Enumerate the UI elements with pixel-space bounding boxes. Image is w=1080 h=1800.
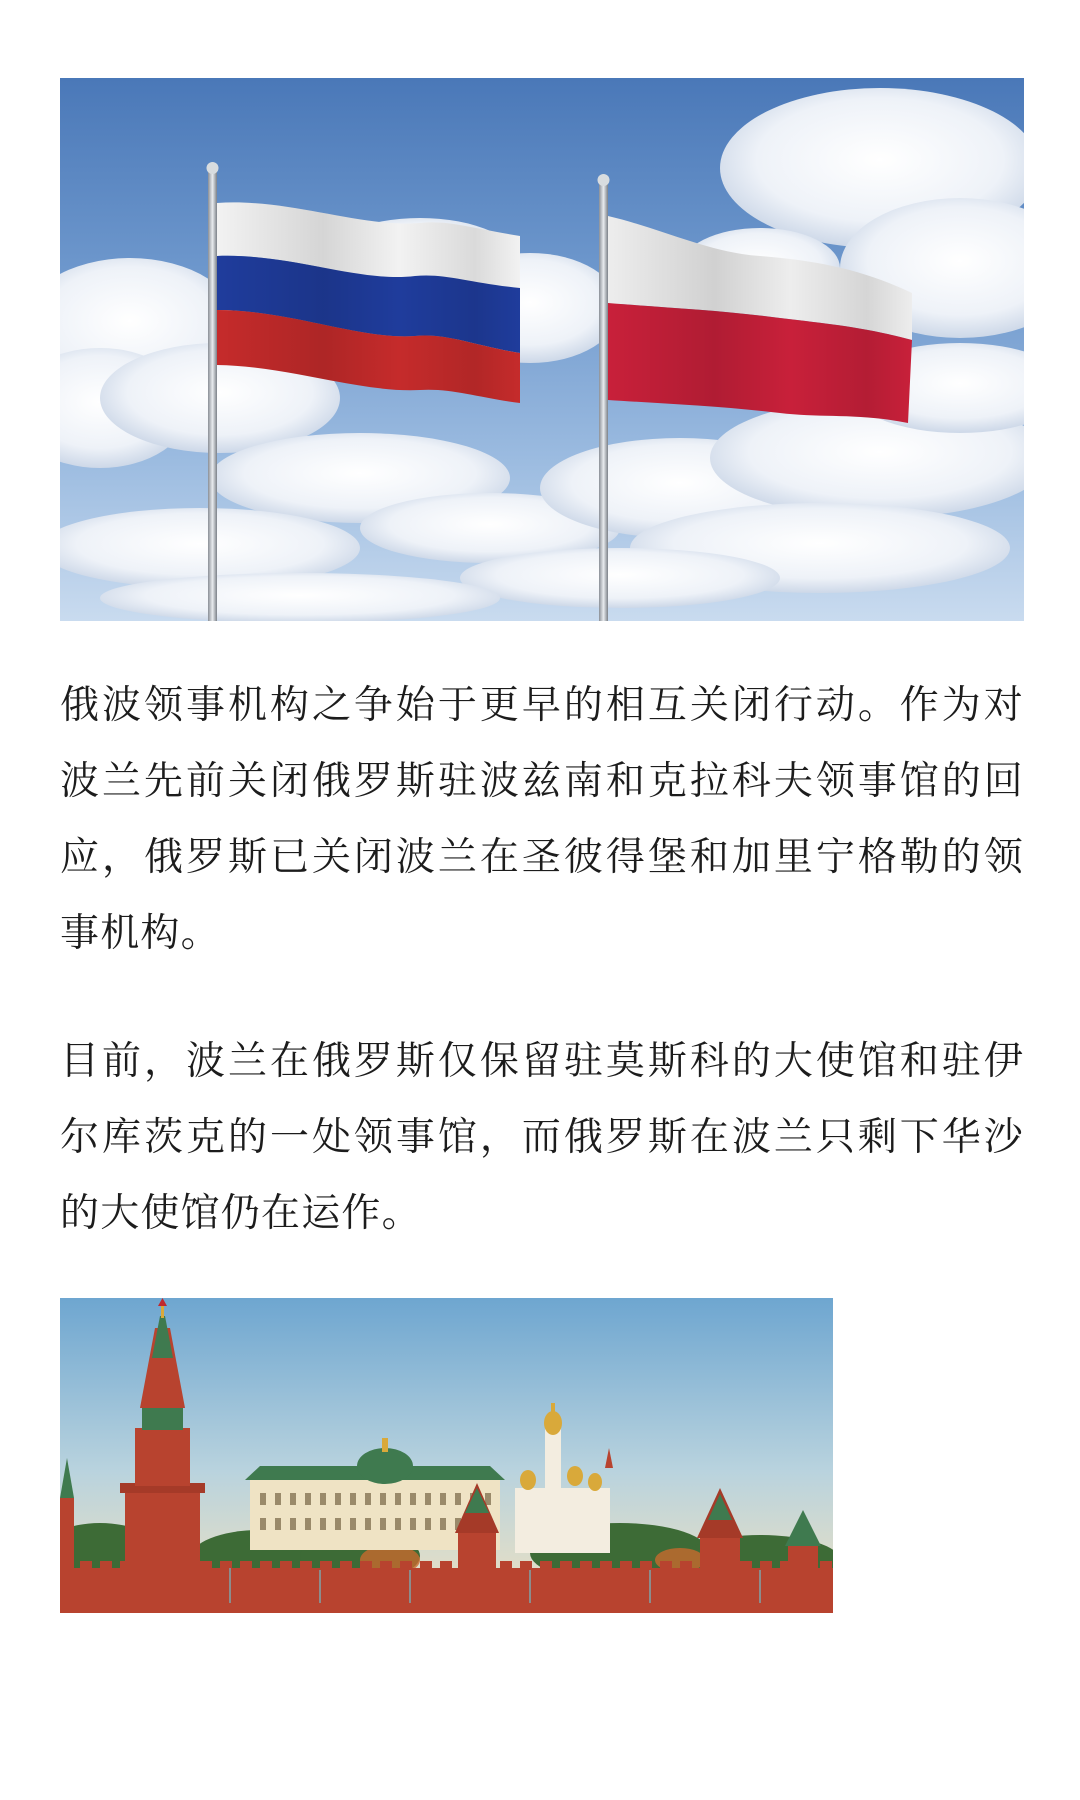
article-paragraph-1: 俄波领事机构之争始于更早的相互关闭行动。作为对波兰先前关闭俄罗斯驻波兹南和克拉科夫领事馆的回应，俄罗斯已关闭波兰在圣彼得堡和加里宁格勒的领事机构。 [60, 683, 1024, 956]
flags-image [60, 78, 1024, 621]
kremlin-image [60, 1298, 833, 1613]
kremlin-illustration [60, 1298, 833, 1613]
flagpole-finial-left [207, 162, 219, 174]
flagpole-finial-right [598, 174, 610, 186]
flagpole-left [208, 170, 217, 621]
article-paragraph-2: 目前，波兰在俄罗斯仅保留驻莫斯科的大使馆和驻伊尔库茨克的一处领事馆，而俄罗斯在波兰只剩下华沙的大使馆仍在运作。 [60, 1039, 1024, 1236]
flagpole-right [599, 182, 608, 621]
flags-illustration [60, 78, 1024, 621]
